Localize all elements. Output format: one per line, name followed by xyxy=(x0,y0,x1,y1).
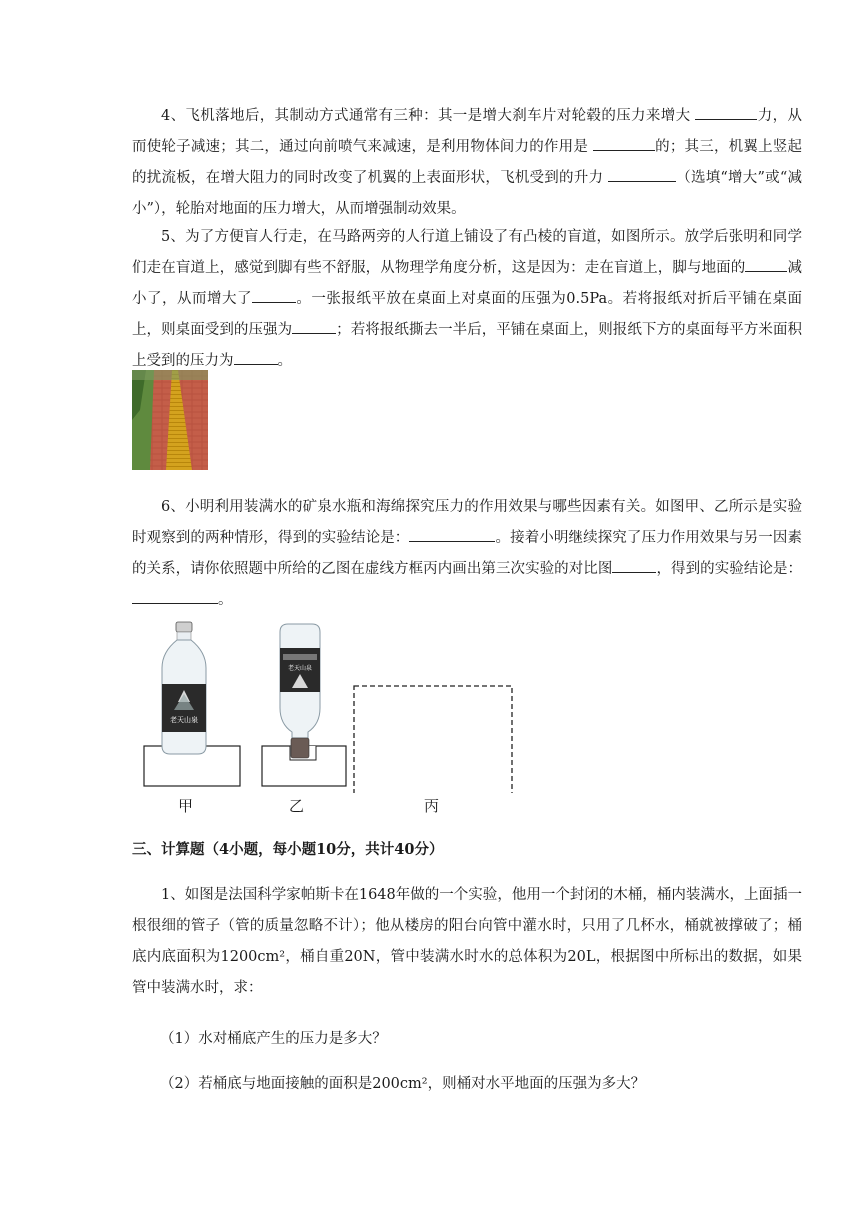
bottle-b xyxy=(280,624,320,758)
q4-text-4: （选填“增大”或“减小”），轮胎对地面的压力增大，从而增强制动效果。 xyxy=(132,170,802,217)
q4-text-1: 4、飞机落地后，其制动方式通常有三种：其一是增大刹车片对轮毂的压力来增大 xyxy=(161,108,691,124)
q5-text-2: 减小了，从而增大了 xyxy=(132,260,803,307)
q4-blank-3[interactable] xyxy=(608,166,676,182)
experiment-figure xyxy=(140,618,520,818)
q4-text-2: 力，从而使轮子减速；其二，通过向前喷气来减速，是利用物体间力的作用是 xyxy=(132,108,802,155)
calc-question-1-part-1: （1）水对桶底产生的压力是多大？ xyxy=(160,1031,387,1047)
bottle-a xyxy=(162,622,206,754)
q5-blank-1[interactable] xyxy=(745,256,787,272)
bottle-b-label: 老天山泉 xyxy=(287,665,313,672)
q6-blank-2[interactable] xyxy=(612,557,656,573)
q5-text-3: 。一张报纸平放在桌面上对桌面的压强为0.5Pa。若将报纸对折后平铺在桌面上，则桌面受到的压强为 xyxy=(132,291,802,338)
q6-blank-1[interactable] xyxy=(409,526,495,542)
section-3-heading: 三、计算题（4小题，每小题10分，共计40分） xyxy=(132,841,444,858)
calc-question-1-part-2: （2）若桶底与地面接触的面积是200cm²，则桶对水平地面的压强为多大？ xyxy=(160,1076,646,1092)
q5-text-1: 5、为了方便盲人行走，在马路两旁的人行道上铺设了有凸棱的盲道，如图所示。放学后张明和同学们走在盲道上，感觉到脚有些不舒服，从物理学角度分析，这是因为：走在盲道上，脚与地面的 xyxy=(132,229,802,276)
dashed-box-c xyxy=(354,686,512,793)
q6-text-4: 。 xyxy=(218,592,233,608)
question-6 xyxy=(132,492,802,616)
q5-blank-4[interactable] xyxy=(234,349,278,365)
figure-label-c: 丙 xyxy=(424,797,440,815)
q6-text-2: 。接着小明继续探究了压力作用效果与另一因素的关系，请你依照题中所给的乙图在虚线方框丙内画出第三次实验的对比图 xyxy=(132,530,803,577)
question-4 xyxy=(132,101,802,225)
q5-text-4: ；若将报纸撕去一半后，平铺在桌面上，则报纸下方的桌面每平方米面积上受到的压力为 xyxy=(132,322,802,369)
q4-blank-2[interactable] xyxy=(593,135,655,151)
figure-label-a: 甲 xyxy=(178,797,194,815)
q5-blank-3[interactable] xyxy=(292,318,336,334)
q4-blank-1[interactable] xyxy=(695,104,757,120)
q5-blank-2[interactable] xyxy=(252,287,296,303)
q6-blank-3[interactable] xyxy=(132,588,218,604)
q5-text-5: 。 xyxy=(277,353,292,369)
q6-text-1: 6、小明利用装满水的矿泉水瓶和海绵探究压力的作用效果与哪些因素有关。如图甲、乙所示是实验时观察到的两种情形，得到的实验结论是： xyxy=(132,499,802,546)
q4-text-3: 的；其三，机翼上竖起的扰流板，在增大阻力的同时改变了机翼的上表面形状，飞机受到的升力 xyxy=(132,139,803,186)
question-5 xyxy=(132,222,802,377)
q6-text-3: ，得到的实验结论是： xyxy=(656,561,803,577)
figure-label-b: 乙 xyxy=(289,797,305,815)
calc-question-1: 1、如图是法国科学家帕斯卡在1648年做的一个实验，他用一个封闭的木桶，桶内装满水，上面插一根很细的管子（管的质量忽略不计）；他从楼房的阳台向管中灌水时，只用了几杯水，桶就被撑破了；桶底内底面积为1200cm²，桶自重20N，管中装满水时水的总体积为20L，根据图中所标出的数据，如果管中装满水时，求： xyxy=(132,887,802,996)
blind-road-photo xyxy=(132,370,208,470)
bottle-a-label: 老天山泉 xyxy=(170,716,198,724)
